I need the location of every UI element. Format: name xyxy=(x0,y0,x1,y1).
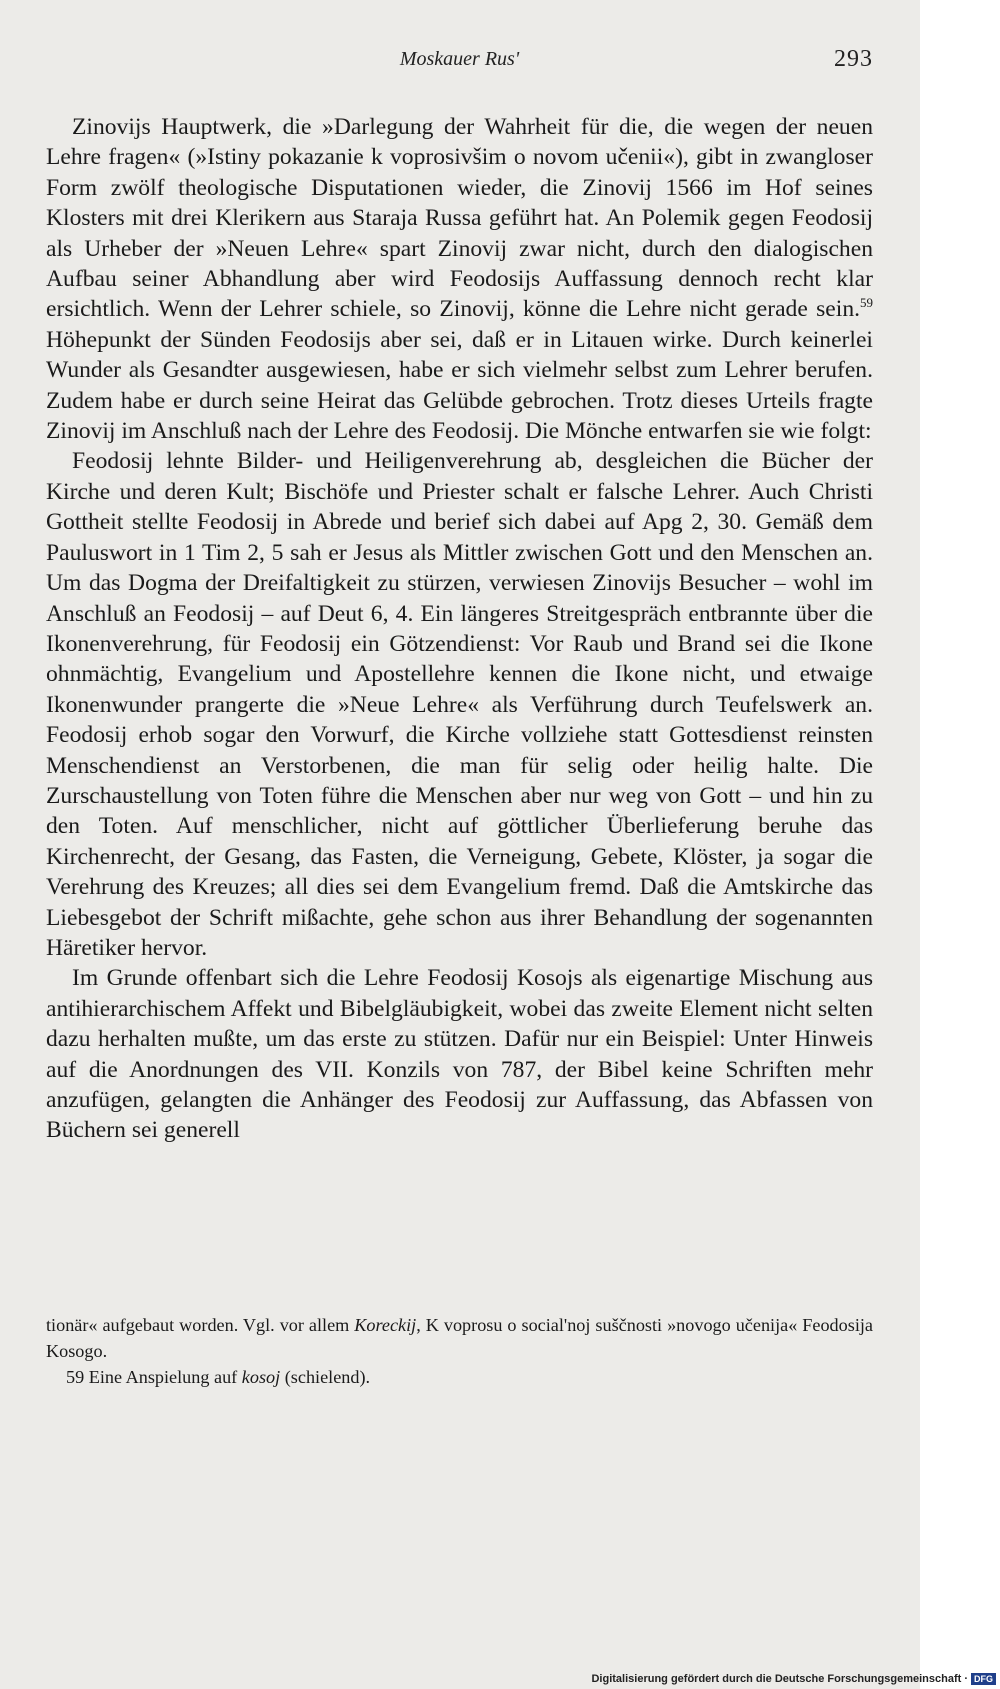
page-number: 293 xyxy=(834,46,873,72)
paragraph: Im Grunde offenbart sich die Lehre Feodosij Kosojs als eigenartige Mischung aus antihierarchischem Affekt und Bibelgläubigkeit, wobei das zweite Element nicht selten dazu herhalten mußte, um das erste zu stützen. Dafür nur ein Beispiel: Unter Hinweis auf die Anordnungen des VII. Konzils von 787, der Bibel keine Schriften mehr anzufügen, gelangten die Anhänger des Feodosij zur Auffassung, das Abfassen von Büchern sei generell xyxy=(46,965,873,1144)
dfg-logo-icon: DFG xyxy=(971,1673,996,1685)
paragraph xyxy=(46,112,873,446)
author-name: Koreckij xyxy=(354,1315,417,1335)
running-title: Moskauer Rus' xyxy=(399,48,520,70)
footnote-59 xyxy=(46,1364,873,1390)
italic-word: kosoj xyxy=(241,1367,281,1387)
text-run: Eine Anspielung auf xyxy=(84,1367,242,1387)
footnote-reference: 59 xyxy=(860,295,873,311)
page-margin xyxy=(920,0,1000,1689)
text-run: , K voprosu o social'noj suščnosti »novogo učenija« Feodosija Kosogo. xyxy=(46,1315,874,1361)
footnote-continuation xyxy=(46,1312,873,1364)
digitization-text: Digitalisierung gefördert durch die Deutsche Forschungsgemeinschaft · xyxy=(591,1673,968,1685)
paragraph: Feodosij lehnte Bilder- und Heiligenverehrung ab, desgleichen die Bücher der Kirche und deren Kult; Bischöfe und Priester schalt er falsche Lehrer. Auch Christi Gottheit stellte Feodosij in Abrede und berief sich dabei auf Apg 2, 30. Gemäß dem Pauluswort in 1 Tim 2, 5 sah er Jesus als Mittler zwischen Gott und den Menschen an. Um das Dogma der Dreifaltigkeit zu stürzen, verwiesen Zinovijs Besucher – wohl im Anschluß an Feodosij – auf Deut 6, 4. Ein längeres Streitgespräch entbrannte über die Ikonenverehrung, für Feodosij ein Götzendienst: Vor Raub und Brand sei die Ikone ohnmächtig, Evangelium und Apostellehre kennen die Ikone nicht, und etwaige Ikonenwunder prangerte die »Neue Lehre« als Verführung durch Teufelswerk an. Feodosij erhob sogar den Vorwurf, die Kirche vollziehe statt Gottesdienst reinsten Menschendienst an Verstorbenen, die man für selig oder heilig halte. Die Zurschaustellung von Toten führe die Menschen aber nur weg von Gott – und hin zu den Toten. Auf menschlicher, nicht auf göttlicher Überlieferung beruhe das Kirchenrecht, der Gesang, das Fasten, die Verneigung, Gebete, Klöster, ja sogar die Verehrung des Kreuzes; all dies sei dem Evangelium fremd. Daß die Amtskirche das Liebesgebot der Schrift mißachte, gehe schon aus ihrer Behandlung der sogenannten Häretiker hervor. xyxy=(46,448,873,961)
main-text xyxy=(46,112,873,1146)
text-run: tionär« aufgebaut worden. Vgl. vor allem xyxy=(46,1315,355,1335)
digitization-notice xyxy=(591,1673,996,1685)
text-run: (schielend). xyxy=(280,1367,371,1387)
text-run: Höhepunkt der Sünden Feodosijs aber sei, daß er in Litauen wirke. Durch keinerlei Wunder als Gesandter ausgewiesen, habe er sich vielmehr selbst zum Lehrer berufen. Zudem habe er durch seine Heirat das Gelübde gebrochen. Trotz dieses Urteils fragte Zinovij im Anschluß nach der Lehre des Feodosij. Die Mönche entwarfen sie wie folgt: xyxy=(46,326,873,445)
footnote-number: 59 xyxy=(66,1367,85,1387)
footnotes xyxy=(46,1312,873,1390)
text-run: Zinovijs Hauptwerk, die »Darlegung der Wahrheit für die, die wegen der neuen Lehre fragen« (»Istiny pokazanie k voprosivšim o novom učenii«), gibt in zwangloser Form zwölf theologische Disputationen wieder, die Zinovij 1566 im Hof seines Klosters mit drei Klerikern aus Staraja Russa geführt hat. An Polemik gegen Feodosij als Urheber der »Neuen Lehre« spart Zinovij zwar nicht, durch den dialogischen Aufbau seiner Abhandlung aber wird Feodosijs Auffassung dennoch recht klar ersichtlich. Wenn der Lehrer schiele, so Zinovij, könne die Lehre nicht gerade sein. xyxy=(46,114,873,323)
running-head xyxy=(46,48,873,78)
